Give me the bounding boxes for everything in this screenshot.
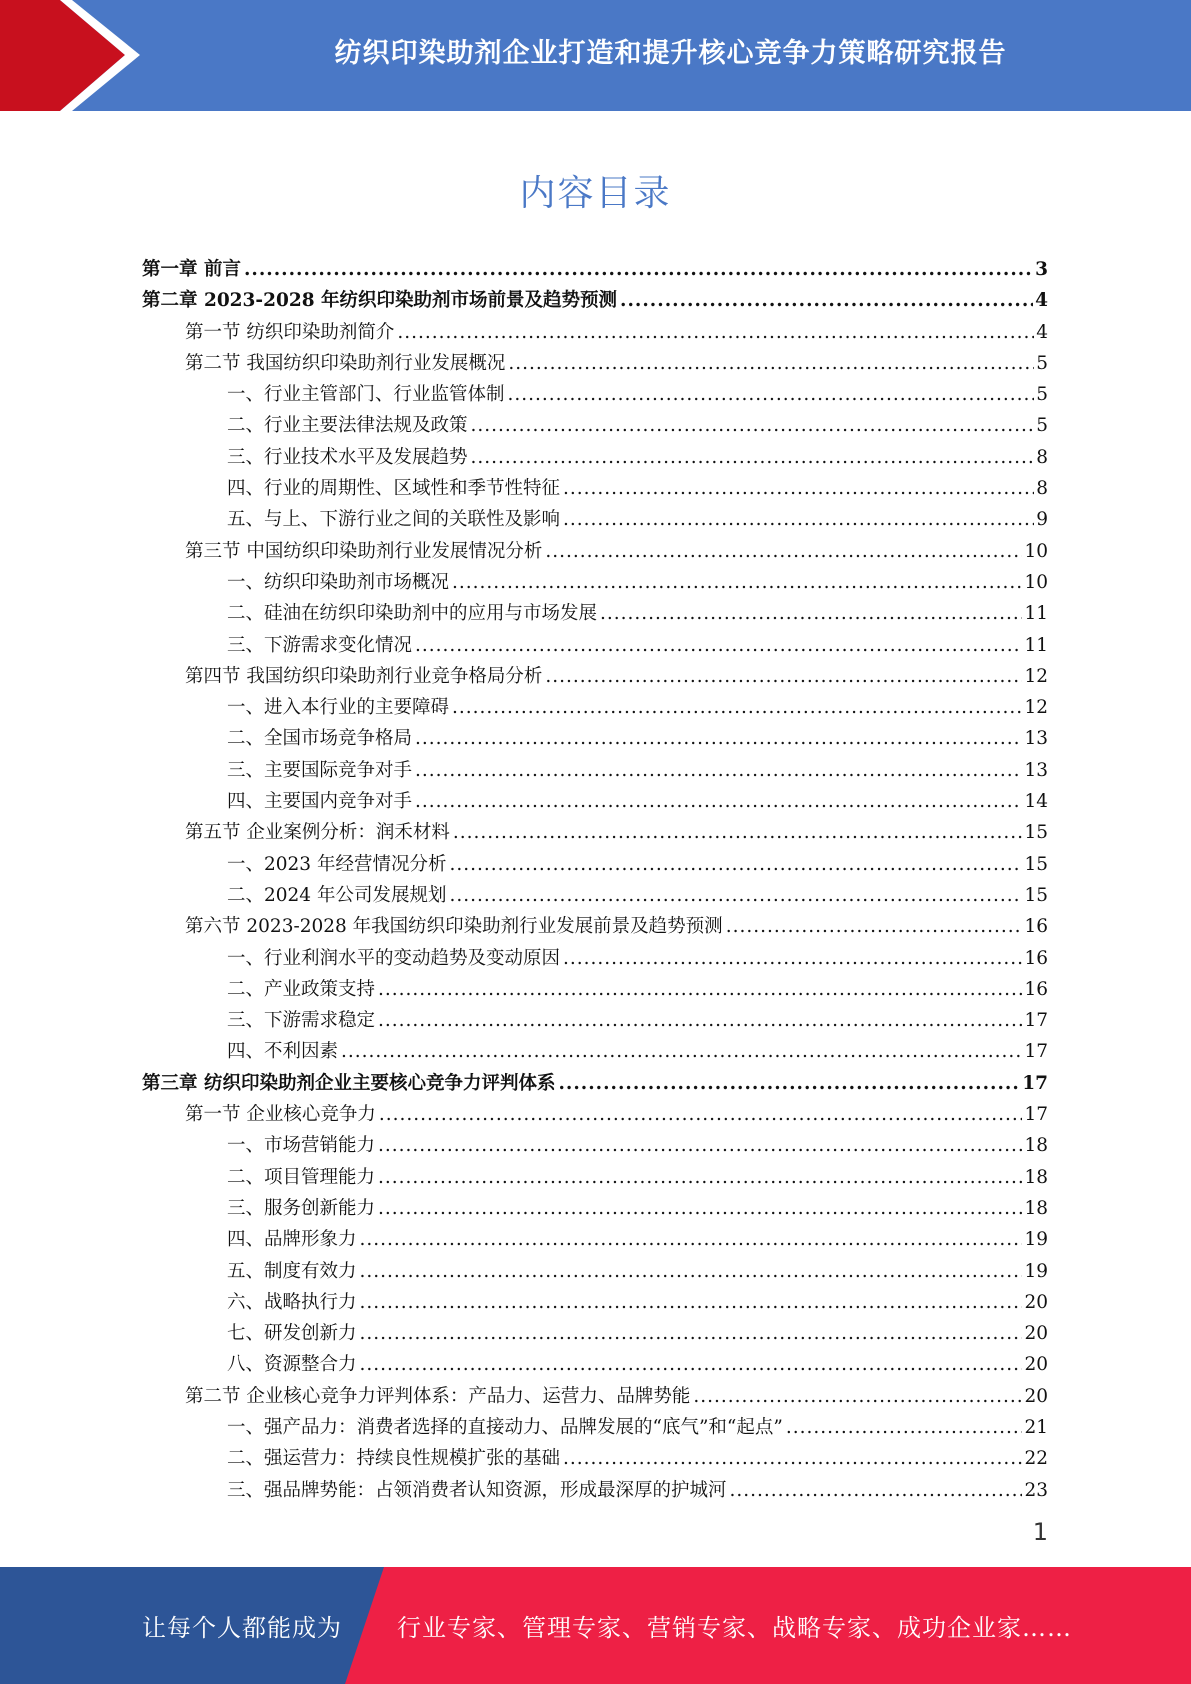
toc-entry-page: 21 bbox=[1024, 1416, 1048, 1438]
toc-dot-leader bbox=[600, 598, 1022, 629]
toc-entry-title: 第三节 中国纺织印染助剂行业发展情况分析 bbox=[185, 540, 543, 562]
toc-entry-page: 15 bbox=[1024, 822, 1048, 844]
toc-entry-page: 10 bbox=[1024, 540, 1048, 562]
toc-entry[interactable] bbox=[142, 1381, 1048, 1412]
toc-entry-title: 三、行业技术水平及发展趋势 bbox=[227, 446, 468, 468]
toc-dot-leader bbox=[693, 1381, 1022, 1412]
toc-entry-title: 五、与上、下游行业之间的关联性及影响 bbox=[227, 509, 561, 531]
toc-dot-leader bbox=[449, 880, 1022, 911]
toc-entry[interactable] bbox=[142, 911, 1048, 942]
toc-entry-page: 14 bbox=[1024, 791, 1048, 813]
toc-entry[interactable] bbox=[142, 849, 1048, 880]
toc-entry-title: 二、行业主要法律法规及政策 bbox=[227, 415, 468, 437]
toc-entry[interactable] bbox=[142, 536, 1048, 567]
report-title: 纺织印染助剂企业打造和提升核心竞争力策略研究报告 bbox=[334, 37, 1007, 69]
toc-entry-title: 三、服务创新能力 bbox=[227, 1197, 376, 1219]
toc-entry-page: 8 bbox=[1036, 478, 1048, 500]
toc-entry[interactable] bbox=[142, 661, 1048, 692]
toc-entry[interactable] bbox=[142, 943, 1048, 974]
toc-entry[interactable] bbox=[142, 379, 1048, 410]
toc-entry[interactable] bbox=[142, 442, 1048, 473]
footer-banner bbox=[0, 1567, 1191, 1684]
toc-entry[interactable] bbox=[142, 1256, 1048, 1287]
toc-dot-leader bbox=[452, 692, 1022, 723]
toc-entry-title: 第三章 纺织印染助剂企业主要核心竞争力评判体系 bbox=[142, 1072, 556, 1094]
toc-entry-title: 第四节 我国纺织印染助剂行业竞争格局分析 bbox=[185, 665, 543, 687]
toc-entry-page: 20 bbox=[1024, 1354, 1048, 1376]
toc-entry-title: 二、强运营力：持续良性规模扩张的基础 bbox=[227, 1448, 561, 1470]
toc-entry[interactable] bbox=[142, 1068, 1048, 1099]
toc-entry[interactable] bbox=[142, 1443, 1048, 1474]
toc-entry-title: 六、战略执行力 bbox=[227, 1291, 357, 1313]
toc-entry-title: 一、行业主管部门、行业监管体制 bbox=[227, 384, 505, 406]
toc-entry[interactable] bbox=[142, 630, 1048, 661]
toc-dot-leader bbox=[415, 755, 1022, 786]
toc-entry-page: 12 bbox=[1024, 697, 1048, 719]
toc-entry[interactable] bbox=[142, 880, 1048, 911]
toc-dot-leader bbox=[378, 974, 1022, 1005]
toc-entry-title: 第六节 2023-2028 年我国纺织印染助剂行业发展前景及趋势预测 bbox=[185, 916, 723, 938]
toc-entry-title: 三、强品牌势能：占领消费者认知资源，形成最深厚的护城河 bbox=[227, 1479, 727, 1501]
toc-entry-title: 二、项目管理能力 bbox=[227, 1166, 376, 1188]
toc-entry-title: 四、主要国内竞争对手 bbox=[227, 791, 413, 813]
toc-entry-title: 三、下游需求稳定 bbox=[227, 1010, 376, 1032]
toc-entry-title: 七、研发创新力 bbox=[227, 1323, 357, 1345]
toc-entry-title: 第二节 企业核心竞争力评判体系：产品力、运营力、品牌势能 bbox=[185, 1385, 691, 1407]
toc-entry-page: 18 bbox=[1024, 1135, 1048, 1157]
toc-dot-leader bbox=[545, 661, 1022, 692]
toc-entry[interactable] bbox=[142, 723, 1048, 754]
toc-entry-title: 一、强产品力：消费者选择的直接动力、品牌发展的“底气”和“起点” bbox=[227, 1416, 783, 1438]
toc-dot-leader bbox=[449, 849, 1022, 880]
toc-entry[interactable] bbox=[142, 1130, 1048, 1161]
toc-entry-page: 17 bbox=[1024, 1010, 1048, 1032]
toc-entry-title: 三、下游需求变化情况 bbox=[227, 634, 413, 656]
toc-entry-title: 一、市场营销能力 bbox=[227, 1135, 376, 1157]
toc-dot-leader bbox=[360, 1256, 1023, 1287]
toc-entry-title: 一、2023 年经营情况分析 bbox=[227, 853, 447, 875]
toc-dot-leader bbox=[563, 504, 1034, 535]
toc-entry[interactable] bbox=[142, 1412, 1048, 1443]
toc-entry-page: 13 bbox=[1024, 759, 1048, 781]
toc-dot-leader bbox=[730, 1475, 1023, 1506]
toc-entry-title: 第五节 企业案例分析：润禾材料 bbox=[185, 822, 450, 844]
toc-entry-title: 一、纺织印染助剂市场概况 bbox=[227, 571, 450, 593]
toc-heading: 内容目录 bbox=[519, 173, 672, 214]
footer-slogan-left: 让每个人都能成为 bbox=[142, 1614, 342, 1642]
toc-entry[interactable] bbox=[142, 1349, 1048, 1380]
toc-dot-leader bbox=[563, 1443, 1022, 1474]
toc-entry-page: 4 bbox=[1036, 321, 1048, 343]
toc-dot-leader bbox=[360, 1287, 1023, 1318]
toc-entry-page: 9 bbox=[1036, 509, 1048, 531]
toc-dot-leader bbox=[620, 285, 1033, 316]
toc-entry-page: 16 bbox=[1024, 947, 1048, 969]
toc-entry-title: 三、主要国际竞争对手 bbox=[227, 759, 413, 781]
toc-entry-title: 四、品牌形象力 bbox=[227, 1229, 357, 1251]
toc-dot-leader bbox=[415, 723, 1022, 754]
toc-dot-leader bbox=[786, 1412, 1023, 1443]
toc-entry[interactable] bbox=[142, 1318, 1048, 1349]
toc-entry-page: 17 bbox=[1022, 1072, 1048, 1094]
toc-entry-title: 第二章 2023-2028 年纺织印染助剂市场前景及趋势预测 bbox=[142, 290, 618, 312]
toc-dot-leader bbox=[360, 1224, 1023, 1255]
toc-entry-page: 4 bbox=[1035, 290, 1048, 312]
toc-dot-leader bbox=[244, 254, 1033, 285]
toc-entry-title: 二、全国市场竞争格局 bbox=[227, 728, 413, 750]
toc-entry-page: 5 bbox=[1036, 352, 1048, 374]
toc-dot-leader bbox=[558, 1068, 1020, 1099]
toc-dot-leader bbox=[563, 943, 1022, 974]
toc-entry-page: 11 bbox=[1024, 603, 1048, 625]
toc-dot-leader bbox=[378, 1162, 1022, 1193]
toc-entry-title: 第一章 前言 bbox=[142, 259, 241, 280]
toc-entry-page: 16 bbox=[1024, 916, 1048, 938]
toc-entry-page: 3 bbox=[1035, 259, 1048, 280]
toc-entry[interactable] bbox=[142, 1193, 1048, 1224]
toc-entry[interactable] bbox=[142, 1224, 1048, 1255]
toc-dot-leader bbox=[452, 567, 1022, 598]
toc-entry[interactable] bbox=[142, 1005, 1048, 1036]
toc-dot-leader bbox=[453, 817, 1023, 848]
toc-entry-page: 15 bbox=[1024, 884, 1048, 906]
toc-entry-title: 第一节 企业核心竞争力 bbox=[185, 1104, 376, 1126]
toc-entry-title: 一、行业利润水平的变动趋势及变动原因 bbox=[227, 947, 561, 969]
toc-entry-page: 5 bbox=[1036, 384, 1048, 406]
toc-entry[interactable] bbox=[142, 1287, 1048, 1318]
toc-entry-page: 20 bbox=[1024, 1323, 1048, 1345]
toc-entry-title: 八、资源整合力 bbox=[227, 1354, 357, 1376]
toc-entry[interactable] bbox=[142, 473, 1048, 504]
toc-entry-page: 5 bbox=[1036, 415, 1048, 437]
toc-entry-title: 五、制度有效力 bbox=[227, 1260, 357, 1282]
toc-entry-title: 第二节 我国纺织印染助剂行业发展概况 bbox=[185, 352, 506, 374]
toc-entry-page: 20 bbox=[1024, 1291, 1048, 1313]
toc-entry-page: 19 bbox=[1024, 1229, 1048, 1251]
toc-dot-leader bbox=[379, 1099, 1023, 1130]
toc-entry-page: 15 bbox=[1024, 853, 1048, 875]
toc-dot-leader bbox=[360, 1349, 1023, 1380]
toc-dot-leader bbox=[415, 786, 1022, 817]
toc-dot-leader bbox=[360, 1318, 1023, 1349]
toc-dot-leader bbox=[341, 1036, 1022, 1067]
toc-dot-leader bbox=[378, 1193, 1022, 1224]
toc-entry[interactable] bbox=[142, 1475, 1048, 1506]
toc-entry-page: 11 bbox=[1024, 634, 1048, 656]
toc-entry[interactable] bbox=[142, 598, 1048, 629]
toc-entry[interactable] bbox=[142, 254, 1048, 285]
toc-entry[interactable] bbox=[142, 1036, 1048, 1067]
toc-dot-leader bbox=[415, 630, 1022, 661]
toc-entry[interactable] bbox=[142, 285, 1048, 316]
toc-entry-title: 第一节 纺织印染助剂简介 bbox=[185, 321, 395, 343]
toc-dot-leader bbox=[563, 473, 1034, 504]
toc-dot-leader bbox=[378, 1005, 1022, 1036]
toc-dot-leader bbox=[397, 317, 1034, 348]
toc-entry[interactable] bbox=[142, 1099, 1048, 1130]
toc-dot-leader bbox=[508, 348, 1034, 379]
toc-entry-page: 10 bbox=[1024, 571, 1048, 593]
toc-entry-page: 13 bbox=[1024, 728, 1048, 750]
toc-entry-page: 20 bbox=[1024, 1385, 1048, 1407]
toc-entry-page: 8 bbox=[1036, 446, 1048, 468]
toc-entry-title: 一、进入本行业的主要障碍 bbox=[227, 697, 450, 719]
toc-entry[interactable] bbox=[142, 692, 1048, 723]
toc-entry[interactable] bbox=[142, 410, 1048, 441]
toc-entry[interactable] bbox=[142, 567, 1048, 598]
toc-entry-title: 四、不利因素 bbox=[227, 1041, 339, 1063]
toc-entry[interactable] bbox=[142, 504, 1048, 535]
toc-dot-leader bbox=[471, 410, 1035, 441]
toc-dot-leader bbox=[545, 536, 1022, 567]
toc-entry[interactable] bbox=[142, 817, 1048, 848]
table-of-contents bbox=[142, 254, 1048, 1506]
toc-entry[interactable] bbox=[142, 317, 1048, 348]
toc-entry-page: 19 bbox=[1024, 1260, 1048, 1282]
page-number: 1 bbox=[1032, 1518, 1048, 1546]
toc-entry-title: 二、产业政策支持 bbox=[227, 978, 376, 1000]
toc-entry-title: 四、行业的周期性、区域性和季节性特征 bbox=[227, 478, 561, 500]
toc-entry-page: 22 bbox=[1024, 1448, 1048, 1470]
toc-entry[interactable] bbox=[142, 1162, 1048, 1193]
toc-entry[interactable] bbox=[142, 786, 1048, 817]
toc-dot-leader bbox=[378, 1130, 1022, 1161]
toc-entry-page: 12 bbox=[1024, 665, 1048, 687]
footer-slogan-right: 行业专家、管理专家、营销专家、战略专家、成功企业家…… bbox=[397, 1614, 1072, 1642]
toc-entry-page: 23 bbox=[1024, 1479, 1048, 1501]
toc-entry-title: 二、硅油在纺织印染助剂中的应用与市场发展 bbox=[227, 603, 598, 625]
toc-entry-page: 18 bbox=[1024, 1166, 1048, 1188]
toc-entry-page: 16 bbox=[1024, 978, 1048, 1000]
toc-entry-page: 17 bbox=[1024, 1041, 1048, 1063]
toc-dot-leader bbox=[471, 442, 1035, 473]
toc-entry[interactable] bbox=[142, 755, 1048, 786]
toc-dot-leader bbox=[508, 379, 1035, 410]
toc-entry-title: 二、2024 年公司发展规划 bbox=[227, 884, 447, 906]
toc-entry-page: 18 bbox=[1024, 1197, 1048, 1219]
header-banner bbox=[0, 0, 1191, 111]
toc-dot-leader bbox=[726, 911, 1023, 942]
toc-entry-page: 17 bbox=[1024, 1104, 1048, 1126]
toc-entry[interactable] bbox=[142, 348, 1048, 379]
toc-entry[interactable] bbox=[142, 974, 1048, 1005]
